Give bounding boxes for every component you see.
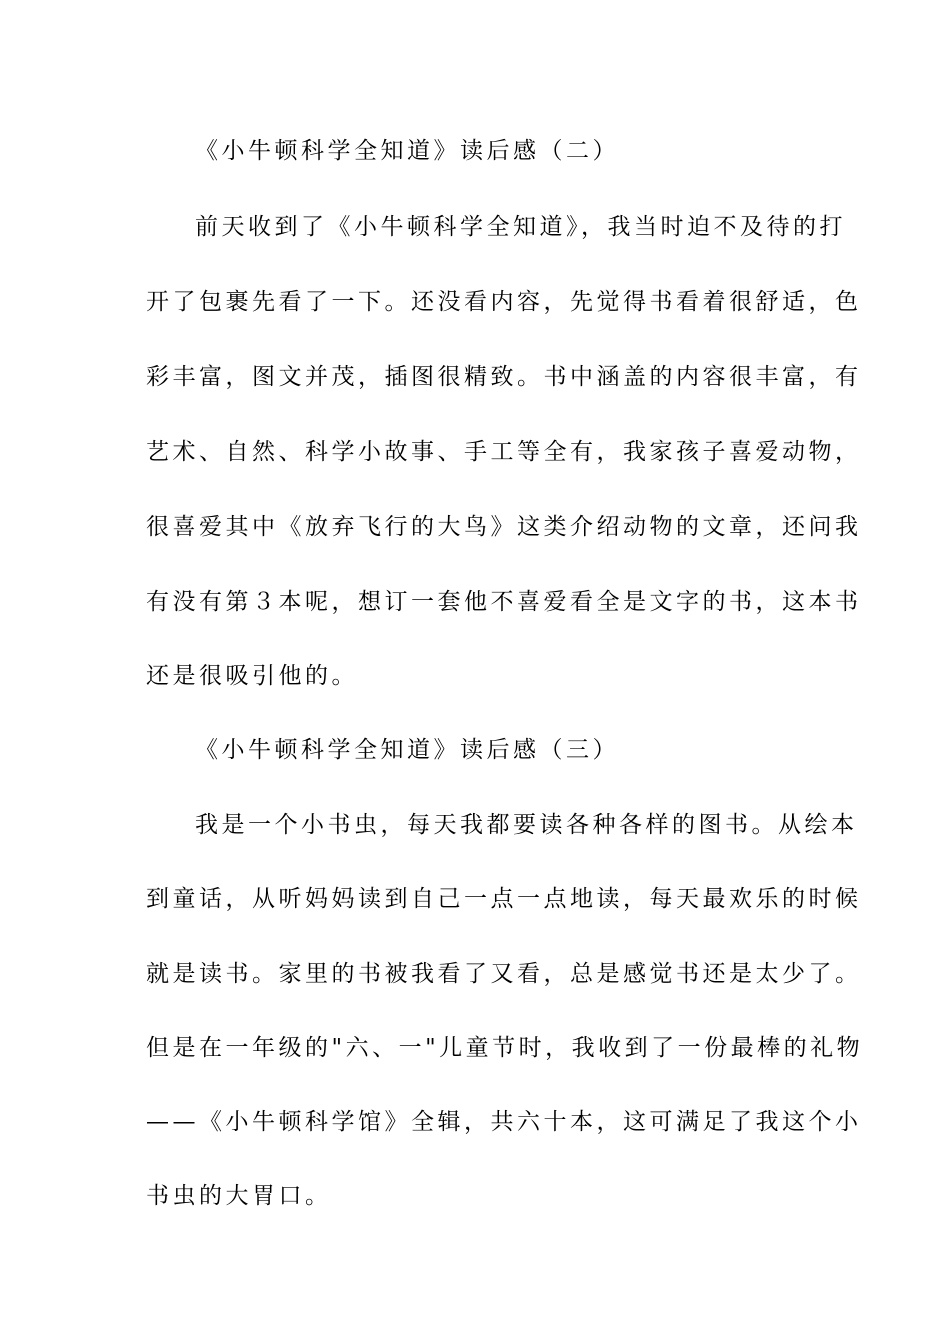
section-3-paragraph-line: ——《小牛顿科学馆》全辑，共六十本，这可满足了我这个小 bbox=[146, 1109, 862, 1135]
section-3-paragraph-line: 我是一个小书虫，每天我都要读各种各样的图书。从绘本 bbox=[195, 812, 858, 838]
section-3-title: 《小牛顿科学全知道》读后感（三） bbox=[195, 737, 619, 763]
section-2-paragraph-line: 还是很吸引他的。 bbox=[146, 663, 358, 689]
section-2-paragraph-line: 前天收到了《小牛顿科学全知道》，我当时迫不及待的打 bbox=[195, 214, 846, 240]
section-3-paragraph-line: 就是读书。家里的书被我看了又看，总是感觉书还是太少了。 bbox=[146, 961, 862, 987]
section-3-paragraph-line: 但是在一年级的"六、一"儿童节时，我收到了一份最棒的礼物 bbox=[146, 1035, 864, 1061]
section-2-paragraph-line: 彩丰富，图文并茂，插图很精致。书中涵盖的内容很丰富，有 bbox=[146, 364, 862, 390]
section-2-paragraph-line: 开了包裹先看了一下。还没看内容，先觉得书看着很舒适，色 bbox=[146, 289, 862, 315]
section-2-paragraph-line: 艺术、自然、科学小故事、手工等全有，我家孩子喜爱动物， bbox=[146, 439, 862, 465]
section-2-paragraph-line: 有没有第３本呢，想订一套他不喜爱看全是文字的书，这本书 bbox=[146, 589, 862, 615]
section-2-paragraph-line: 很喜爱其中《放弃飞行的大鸟》这类介绍动物的文章，还问我 bbox=[146, 514, 862, 540]
section-2-title: 《小牛顿科学全知道》读后感（二） bbox=[195, 138, 619, 164]
section-3-paragraph-line: 到童话，从听妈妈读到自己一点一点地读，每天最欢乐的时候 bbox=[146, 886, 862, 912]
section-3-paragraph-line: 书虫的大胃口。 bbox=[146, 1183, 332, 1209]
